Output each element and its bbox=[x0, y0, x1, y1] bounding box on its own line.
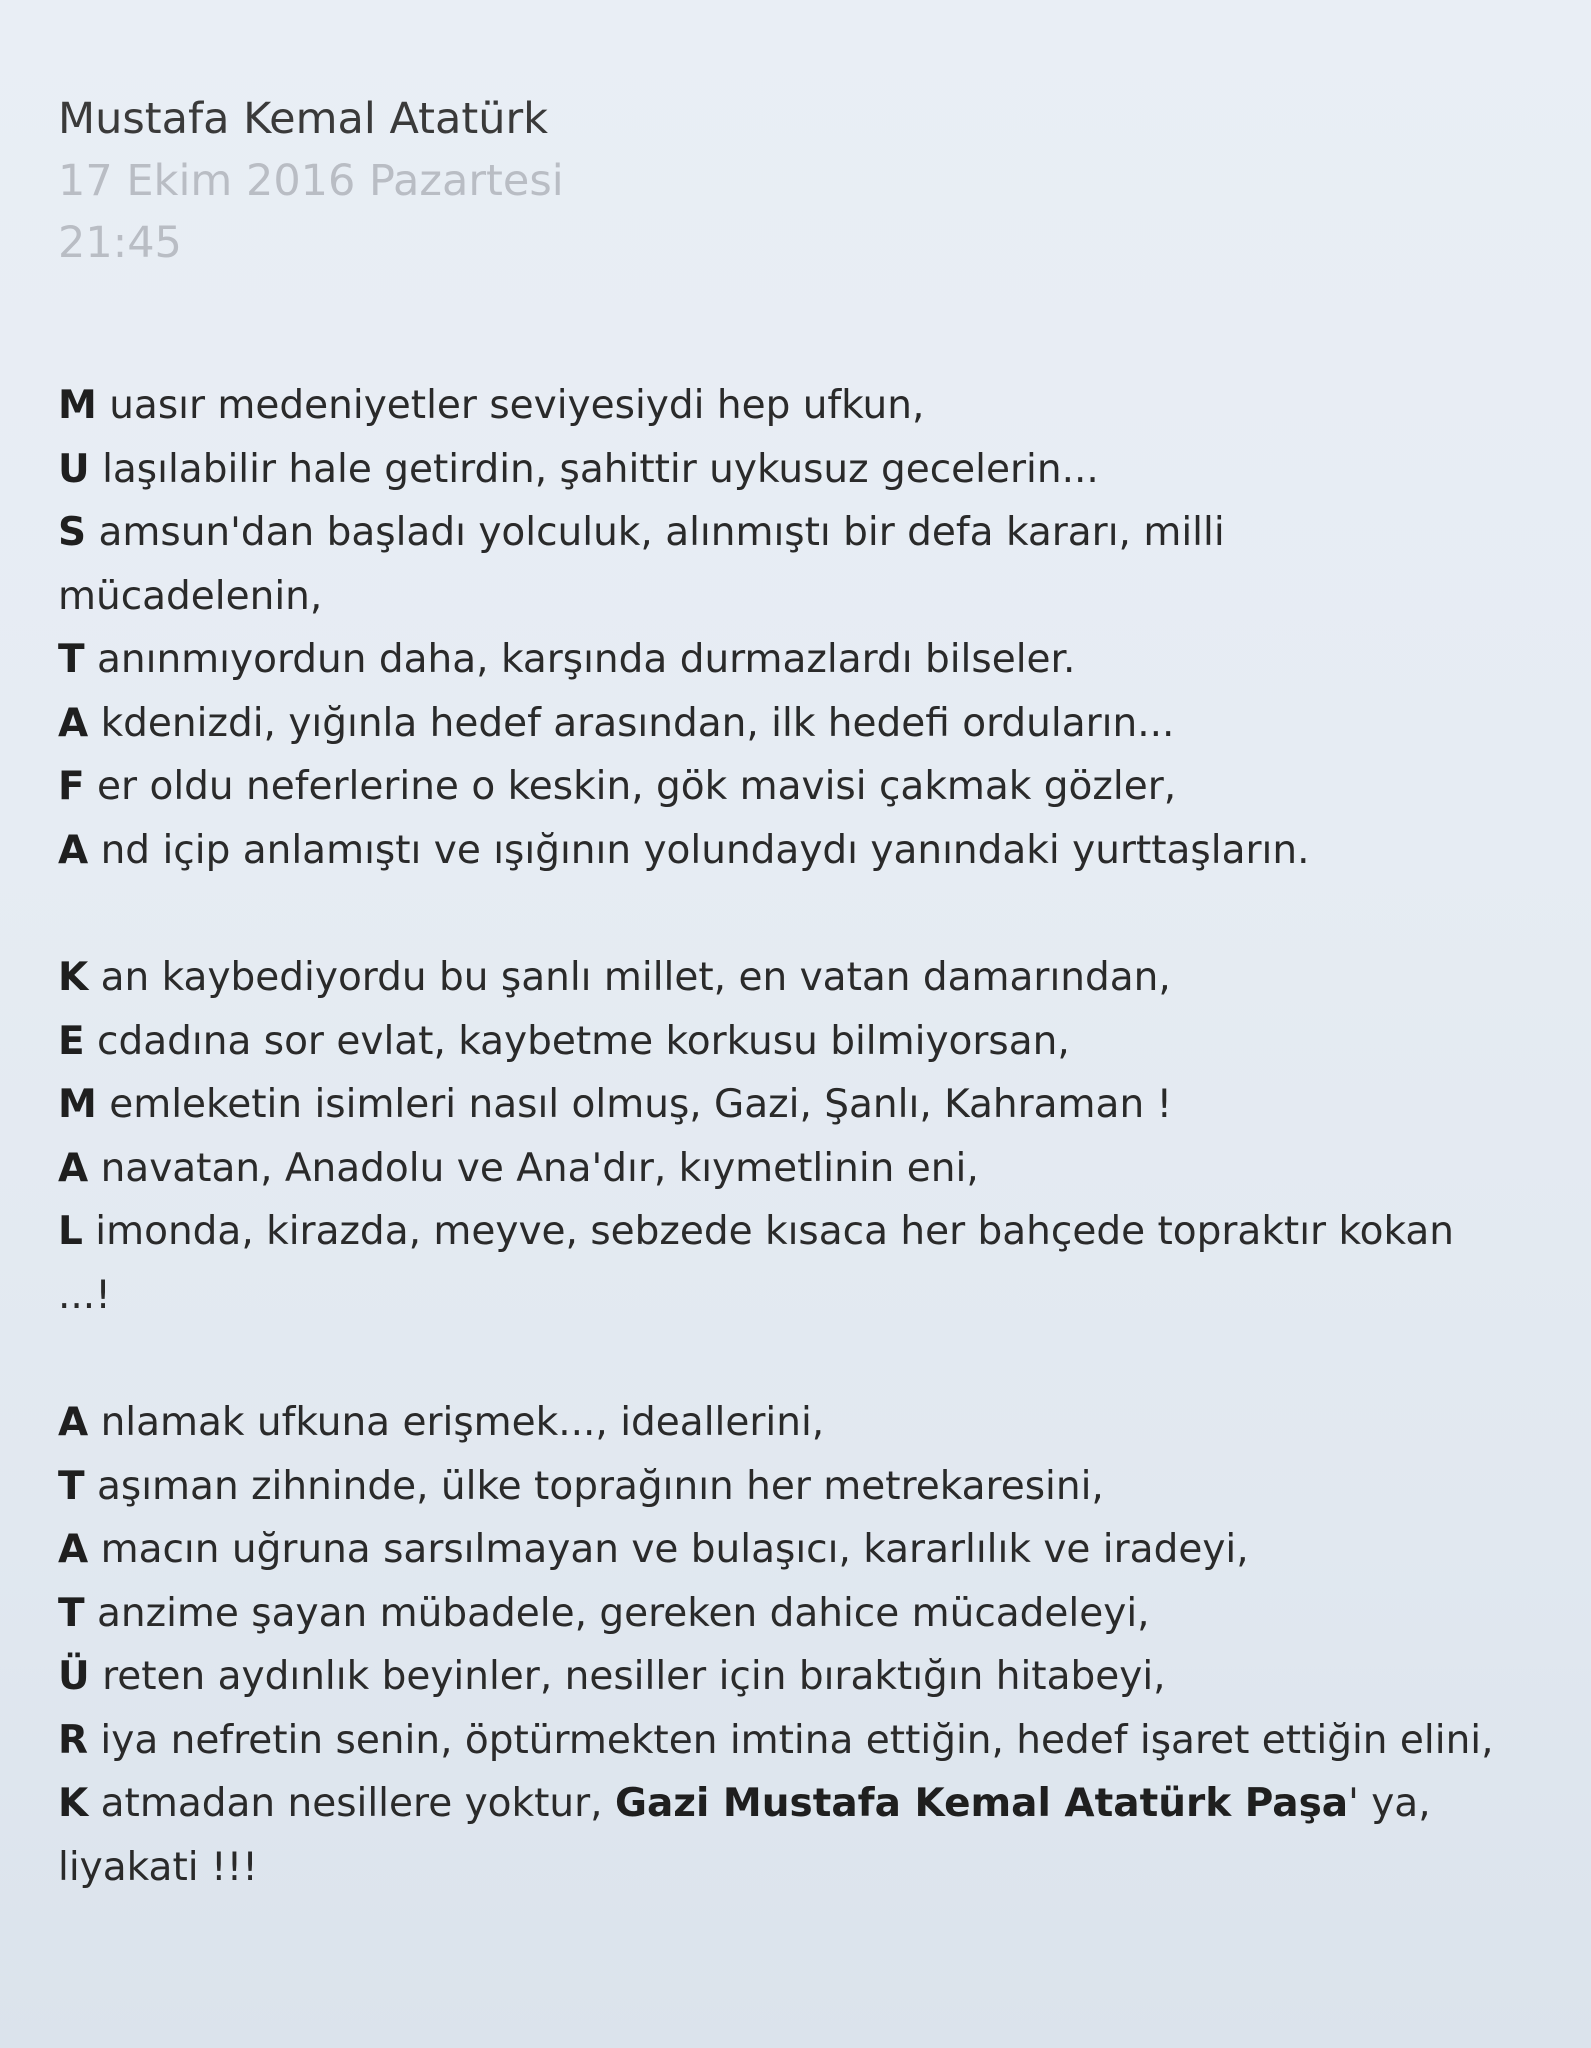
line-text: cdadına sor evlat, kaybetme korkusu bilmiyorsan, bbox=[84, 1018, 1070, 1064]
poem-line bbox=[58, 1137, 1498, 1201]
note-time: 21:45 bbox=[58, 218, 182, 268]
line-initial: M bbox=[58, 383, 97, 428]
line-initial: T bbox=[58, 1590, 85, 1636]
poem-line bbox=[58, 1645, 1498, 1709]
poem-line bbox=[58, 1455, 1498, 1519]
line-text: amsun'dan başladı yolculuk, alınmıştı bir defa kararı, milli mücadelenin, bbox=[58, 510, 1225, 619]
line-initial: T bbox=[58, 1463, 85, 1509]
poem-line bbox=[58, 438, 1498, 502]
note-date: 17 Ekim 2016 Pazartesi bbox=[58, 156, 564, 206]
line-initial: A bbox=[58, 700, 89, 746]
line-text: uasır medeniyetler seviyesiydi hep ufkun, bbox=[96, 383, 925, 428]
line-text: nlamak ufkuna erişmek..., ideallerini, bbox=[88, 1400, 825, 1445]
poem-line bbox=[58, 1709, 1498, 1773]
line-initial: A bbox=[58, 827, 89, 873]
line-text: anzime şayan mübadele, gereken dahice mücadeleyi, bbox=[84, 1590, 1150, 1636]
line-text: er oldu neferlerine o keskin, gök mavisi çakmak gözler, bbox=[84, 764, 1177, 809]
note-title: Mustafa Kemal Atatürk bbox=[58, 94, 549, 144]
line-initial: L bbox=[58, 1209, 83, 1254]
line-text: imonda, kirazda, meyve, sebzede kısaca her bahçede topraktır kokan ...! bbox=[58, 1209, 1455, 1318]
line-text: emleketin isimleri nasıl olmuş, Gazi, Şanlı, Kahraman ! bbox=[96, 1082, 1173, 1127]
stanza-1 bbox=[58, 374, 1551, 882]
poem-line bbox=[58, 1772, 1498, 1899]
line-initial: S bbox=[58, 510, 87, 555]
poem-line bbox=[58, 1010, 1498, 1074]
line-text: laşılabilir hale getirdin, şahittir uykusuz gecelerin... bbox=[89, 446, 1099, 492]
line-text: an kaybediyordu bu şanlı millet, en vatan damarından, bbox=[88, 955, 1171, 1000]
line-initial: R bbox=[58, 1717, 89, 1763]
poem-line bbox=[58, 1391, 1498, 1455]
note-header bbox=[58, 88, 1551, 274]
line-text-after: ' ya, liyakati !!! bbox=[58, 1781, 1431, 1890]
line-initial: A bbox=[58, 1145, 89, 1191]
line-initial: T bbox=[58, 637, 85, 682]
poem-line bbox=[58, 628, 1498, 692]
line-initial: A bbox=[58, 1527, 89, 1572]
poem-line bbox=[58, 1200, 1498, 1327]
line-text: macın uğruna sarsılmayan ve bulaşıcı, kararlılık ve iradeyi, bbox=[88, 1527, 1249, 1572]
stanza-3 bbox=[58, 1391, 1551, 1899]
poem-line bbox=[58, 819, 1498, 883]
line-text: atmadan nesillere yoktur, bbox=[88, 1781, 615, 1826]
poem-line bbox=[58, 692, 1498, 756]
line-initial: K bbox=[58, 1781, 89, 1826]
poem-line bbox=[58, 1582, 1498, 1646]
line-text: nd içip anlamıştı ve ışığının yolundaydı yanındaki yurttaşların. bbox=[88, 827, 1310, 873]
line-text: navatan, Anadolu ve Ana'dır, kıymetlinin eni, bbox=[88, 1145, 979, 1191]
line-initial: E bbox=[58, 1018, 85, 1064]
poem-line bbox=[58, 374, 1498, 438]
poem-body bbox=[58, 374, 1551, 1899]
line-text: kdenizdi, yığınla hedef arasından, ilk hedefi orduların... bbox=[88, 700, 1175, 746]
poem-line bbox=[58, 946, 1498, 1010]
stanza-2 bbox=[58, 946, 1551, 1327]
poem-line bbox=[58, 1073, 1498, 1137]
line-text: iya nefretin senin, öptürmekten imtina ettiğin, hedef işaret ettiğin elini, bbox=[88, 1717, 1494, 1763]
line-text: aşıman zihninde, ülke toprağının her metrekaresini, bbox=[84, 1463, 1104, 1509]
highlighted-name: Gazi Mustafa Kemal Atatürk Paşa bbox=[614, 1781, 1349, 1826]
poem-line bbox=[58, 501, 1498, 628]
poem-line bbox=[58, 1518, 1498, 1582]
line-initial: A bbox=[58, 1400, 89, 1445]
line-text: reten aydınlık beyinler, nesiller için bıraktığın hitabeyi, bbox=[89, 1654, 1166, 1699]
line-initial: U bbox=[58, 446, 90, 492]
line-initial: K bbox=[58, 955, 89, 1000]
line-initial: M bbox=[58, 1082, 97, 1127]
poem-line bbox=[58, 755, 1498, 819]
line-initial: F bbox=[58, 764, 85, 809]
line-text: anınmıyordun daha, karşında durmazlardı bilseler. bbox=[84, 637, 1076, 682]
line-initial: Ü bbox=[58, 1654, 90, 1699]
